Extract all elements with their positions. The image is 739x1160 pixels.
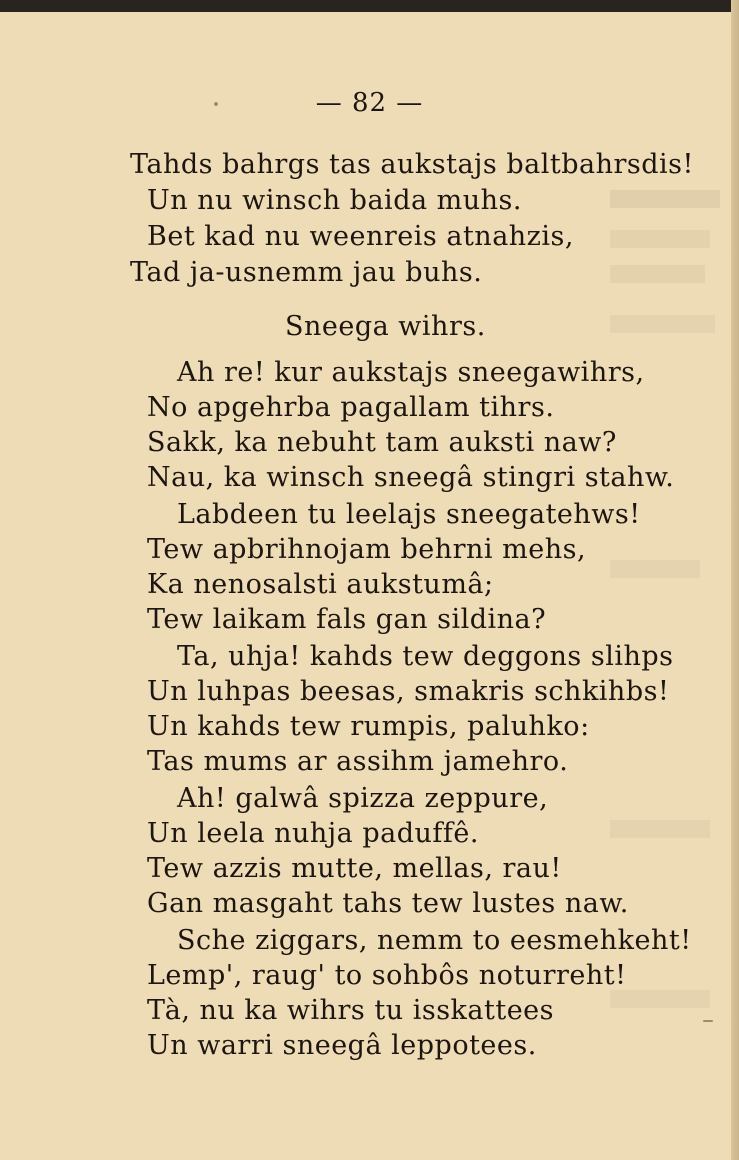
intro-line: Bet kad nu weenreis atnahzis, xyxy=(147,221,574,252)
bleed-through-mark xyxy=(610,265,705,283)
verse-line: Lemp', raug' to sohbôs noturreht! xyxy=(147,960,627,991)
verse-line: Un leela nuhja paduffê. xyxy=(147,818,479,849)
bleed-through-mark xyxy=(610,190,720,208)
verse-line: Tà, nu ka wihrs tu isskattees xyxy=(147,995,555,1026)
scan-right-edge xyxy=(731,0,739,1160)
verse-line: Labdeen tu leelajs sneegatehws! xyxy=(177,499,641,530)
paper-speck xyxy=(703,1020,713,1022)
verse-line: Tew apbrihnojam behrni mehs, xyxy=(147,534,587,565)
scan-top-edge xyxy=(0,0,739,12)
page-number: — 82 — xyxy=(315,88,424,118)
verse-line: Tew azzis mutte, mellas, rau! xyxy=(147,853,562,884)
verse-line: Un warri sneegâ leppotees. xyxy=(147,1030,537,1061)
intro-line: Tahds bahrgs tas aukstajs baltbahrsdis! xyxy=(130,149,694,180)
verse-line: Ka nenosalsti aukstumâ; xyxy=(147,569,494,600)
verse-line: No apgehrba pagallam tihrs. xyxy=(147,392,555,423)
bleed-through-mark xyxy=(610,230,710,248)
verse-line: Tas mums ar assihm jamehro. xyxy=(147,746,569,777)
verse-line: Sche ziggars, nemm to eesmehkeht! xyxy=(177,925,692,956)
bleed-through-mark xyxy=(610,315,715,333)
verse-line: Gan masgaht tahs tew lustes naw. xyxy=(147,888,629,919)
intro-line: Tad ja-usnemm jau buhs. xyxy=(130,257,483,288)
verse-line: Sakk, ka nebuht tam auksti naw? xyxy=(147,427,617,458)
poem-title: Sneega wihrs. xyxy=(285,311,486,342)
verse-line: Ta, uhja! kahds tew deggons slihps xyxy=(177,641,674,672)
verse-line: Nau, ka winsch sneegâ stingri stahw. xyxy=(147,462,675,493)
intro-line: Un nu winsch baida muhs. xyxy=(147,185,522,216)
bleed-through-mark xyxy=(610,560,700,578)
bleed-through-mark xyxy=(610,820,710,838)
verse-line: Un luhpas beesas, smakris schkihbs! xyxy=(147,676,670,707)
verse-line: Tew laikam fals gan sildina? xyxy=(147,604,547,635)
verse-line: Ah! galwâ spizza zeppure, xyxy=(177,783,549,814)
verse-line: Ah re! kur aukstajs sneegawihrs, xyxy=(177,357,645,388)
verse-line: Un kahds tew rumpis, paluhko: xyxy=(147,711,590,742)
